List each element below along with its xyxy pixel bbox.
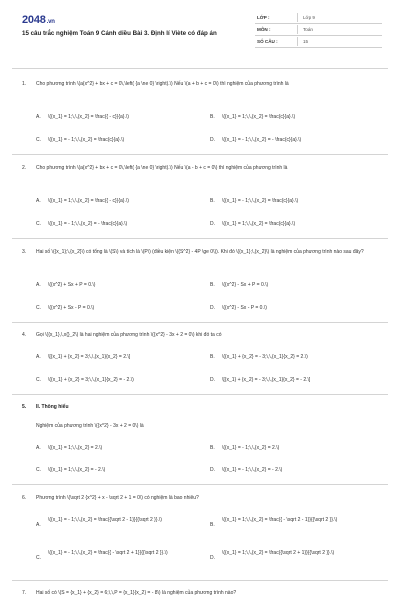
option-text: \({x_1} + {x_2} = 3;\,\,{x_1}{x_2} = - 2.\) [48,377,134,383]
option-label: D. [210,305,215,311]
meta-key: SỐ CÂU : [257,39,278,44]
question-number: 1. [22,81,27,87]
question-number: 4. [22,332,27,338]
option-text: \({x_1} = - 1;\,\,{x_2} = - \frac{c}{a}.\) [222,137,302,143]
question-stem: Cho phương trình \(a{x^2} + bx + c = 0\,\left( {a \ne 0} \right).\) Nếu \(a - b + c = 0\) thì nghiệm của phương trình là [36,165,288,171]
option-text: \({x^2} + Sx + P = 0.\) [48,282,96,288]
option-label: B. [210,282,215,288]
option-label: D. [210,377,215,383]
divider-line [12,322,388,323]
option-text: \({x^2} - Sx - P = 0.\) [222,305,267,311]
option-label: A. [36,198,41,204]
option-label: D. [210,555,215,561]
logo-suffix: .vn [46,19,55,25]
option-text: \({x_1} + {x_2} = - 3;\,\,{x_1}{x_2} = 2.\) [222,354,308,360]
option-text: \({x_1} = 1;\,\,{x_2} = \frac{{ - c}}{a}.\) [48,198,129,204]
meta-key: LỚP : [257,15,270,20]
document-header [22,12,382,58]
option-label: B. [210,522,215,528]
option-label: C. [36,555,41,561]
question-stem: Hai số có \(S = {x_1} + {x_2} = 6;\,\,P = {x_1}{x_2} = - 8\) là nghiệm của phương trình nào? [36,590,237,596]
meta-divider [297,13,298,22]
meta-row-class [255,12,382,24]
divider-line [12,68,388,69]
option-text: \({x_1} = 1;\,\,{x_2} = \frac{c}{a}.\) [222,114,296,120]
option-label: A. [36,282,41,288]
option-text: \({x_1} = - 1;\,\,{x_2} = - 2.\) [222,467,283,473]
option-label: B. [210,198,215,204]
question-stem: Nghiệm của phương trình \({x^2} - 3x + 2 = 0\) là [36,423,144,429]
option-label: A. [36,445,41,451]
meta-table [255,12,382,48]
question-number: 7. [22,590,27,596]
divider-line [12,484,388,485]
divider-line [12,394,388,395]
option-label: A. [36,354,41,360]
meta-divider [297,37,298,46]
meta-value: Toán [303,27,313,32]
meta-divider [297,25,298,34]
option-text: \({x^2} + Sx - P = 0.\) [48,305,95,311]
option-text: \({x_1} = - 1;\,\,{x_2} = - \frac{c}{a}.\) [48,221,128,227]
divider-line [12,154,388,155]
meta-value: Lớp 9 [303,15,315,20]
question-stem: Hai số \({x_1};\,{x_2}\) có tổng là \(S\) và tích là \(P\) (điều kiện \({S^2} - 4P \ge 0\)). Khi đó \({x_1};\,{x_2}\) là nghiệm của phương trình nào sau đây? [36,249,364,255]
option-text: \[{x_1} + {x_2} = 3;\,\,{x_1}{x_2} = 2.\] [48,354,131,360]
meta-row-count [255,36,382,48]
option-label: C. [36,467,41,473]
option-label: B. [210,354,215,360]
option-label: B. [210,445,215,451]
option-text: \[{x_1} + {x_2} = - 3;\,\,{x_1}{x_2} = - 2.\] [222,377,311,383]
question-stem: Gọi \({x_1},\,x{}_2\) là hai nghiệm của phương trình \({x^2} - 3x + 2 = 0\) khi đó ta có [36,332,222,338]
option-label: D. [210,221,215,227]
option-label: C. [36,305,41,311]
logo-text: 2048 [22,14,46,26]
option-text: \({x_1} = - 1;\,\,{x_2} = \frac{c}{a}.\) [48,137,125,143]
option-text: \({x_1} = - 1;\,\,{x_2} = \frac{c}{a}.\) [222,198,299,204]
option-text: \({x_1} = 1;\,\,{x_2} = \frac{c}{a}.\) [222,221,296,227]
question-number: 5. [22,404,27,410]
option-label: C. [36,137,41,143]
question-number: 6. [22,495,27,501]
option-label: B. [210,114,215,120]
option-label: C. [36,377,41,383]
divider-line [12,238,388,239]
option-text: \({x_1} = 1;\,\,{x_2} = \frac{{ - \sqrt 2 - 1}}{{\sqrt 2 }}.\) [222,517,338,523]
question-stem: Cho phương trình \(a{x^2} + bx + c = 0\,\left( {a \ne 0} \right).\) Nếu \(a + b + c = 0\) thì nghiệm của phương trình là [36,81,289,87]
option-text: \({x^2} - Sx + P = 0.\) [222,282,269,288]
option-label: A. [36,114,41,120]
option-label: C. [36,221,41,227]
meta-key: MÔN : [257,27,271,32]
option-text: \({x_1} = - 1;\,\,{x_2} = 2.\) [222,445,280,451]
option-text: \({x_1} = - 1;\,\,{x_2} = \frac{{ - \sqrt 2 + 1}}{{\sqrt 2 }}.\) [48,550,168,556]
question-number: 3. [22,249,27,255]
option-text: \({x_1} = 1;\,\,{x_2} = \frac{{ - c}}{a}.\) [48,114,129,120]
meta-value: 15 [303,39,309,44]
meta-row-subject [255,24,382,36]
option-label: D. [210,467,215,473]
question-stem: Phương trình \(\sqrt 2 {x^2} + x - \sqrt 2 + 1 = 0\) có nghiệm là bao nhiêu? [36,495,199,501]
option-text: \({x_1} = 1;\,\,{x_2} = 2.\) [48,445,103,451]
site-logo[interactable] [22,14,55,26]
question-number: 2. [22,165,27,171]
option-label: D. [210,137,215,143]
option-text: \({x_1} = 1;\,\,{x_2} = - 2.\) [48,467,106,473]
option-text: \({x_1} = - 1;\,\,{x_2} = \frac{{\sqrt 2 - 1}}{{\sqrt 2 }}.\) [48,517,162,523]
divider-line [12,580,388,581]
option-text: \({x_1} = 1;\,\,{x_2} = \frac{{\sqrt 2 + 1}}{{\sqrt 2 }}.\) [222,550,335,556]
section-title: II. Thông hiểu [36,404,69,410]
document-title: 15 câu trắc nghiệm Toán 9 Cánh diều Bài 3. Định lí Viète có đáp án [22,30,217,37]
option-label: A. [36,522,41,528]
